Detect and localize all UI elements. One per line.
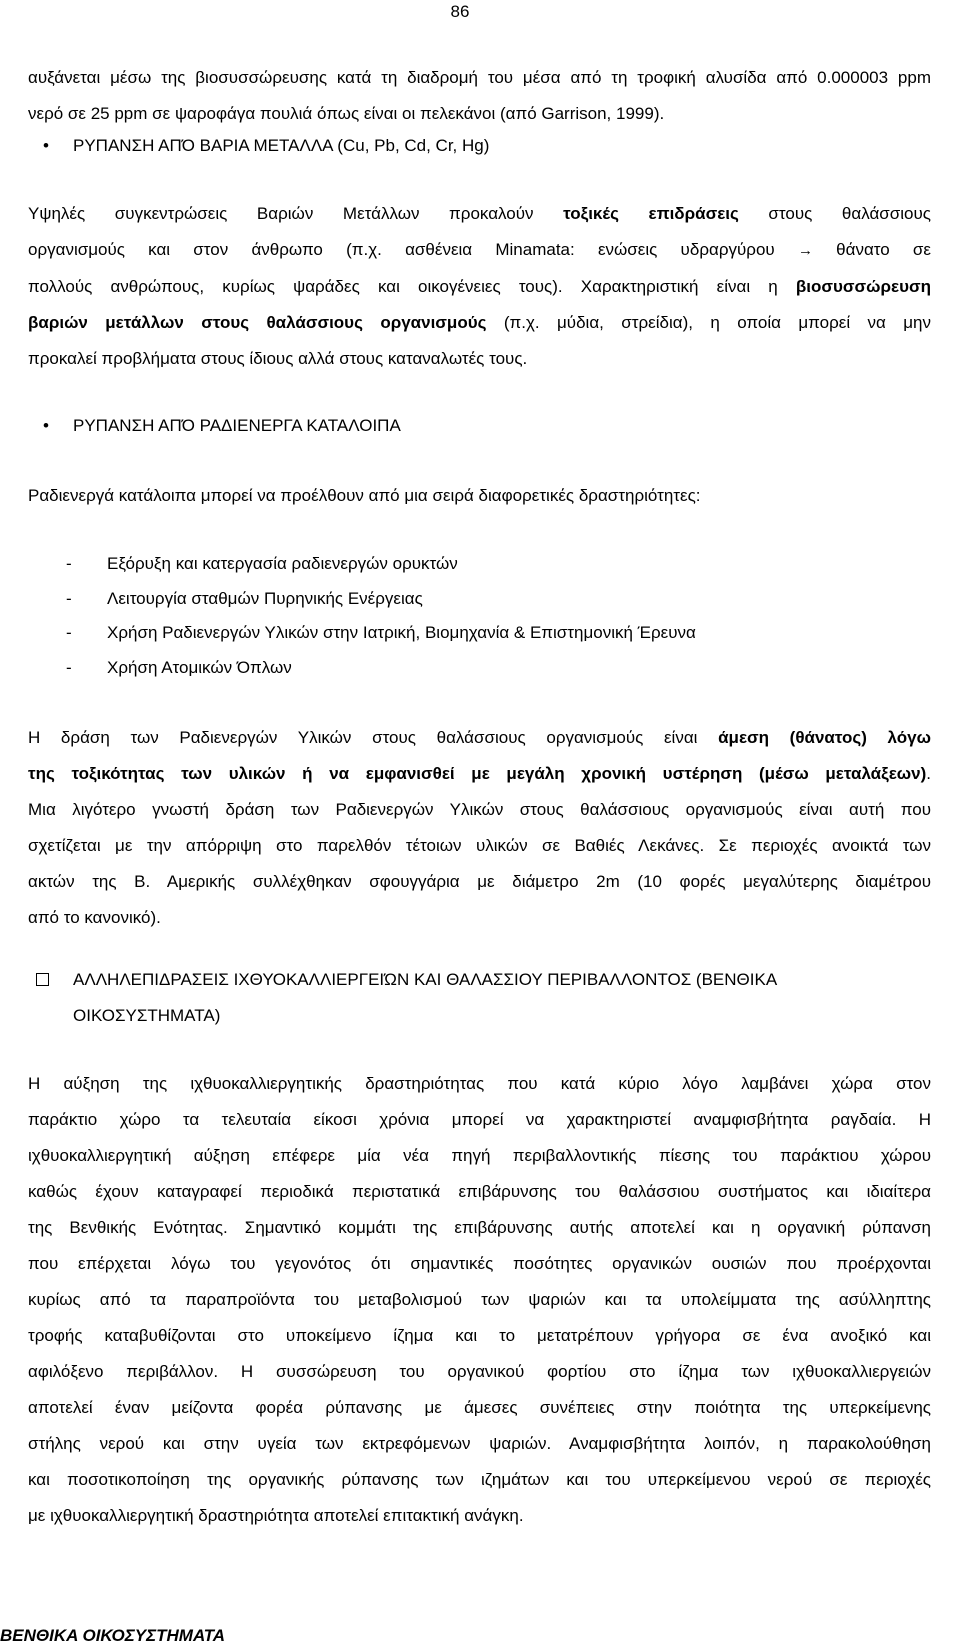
text-line: σχετίζεται με την απόρριψη στο παρελθόν τέτοιων υλικών σε Βαθιές Λεκάνες. Σε περιοχές ανοικτά των bbox=[28, 836, 931, 855]
paragraph-radioactive-effects bbox=[28, 720, 931, 936]
text-line: της Βενθικής Ενότητας. Σημαντικό κομμάτι της επιβάρυνσης αυτής αποτελεί και η οργανική ρύπανση bbox=[28, 1218, 931, 1237]
bullet-heavy-metals-text: ΡΥΠΑΝΣΗ ΑΠΌ ΒΑΡΙΑ ΜΕΤΑΛΛΑ (Cu, Pb, Cd, Cr, Hg) bbox=[73, 136, 490, 155]
text-line: Υψηλές συγκεντρώσεις Βαριών Μετάλλων προκαλούν τοξικές επιδράσεις στους θαλάσσιους bbox=[28, 204, 931, 223]
text-line: και ποσοτικοποίηση της οργανικής ρύπανσης των ιζημάτων και του υπερκείμενου νερού σε περιοχές bbox=[28, 1470, 931, 1489]
paragraph-radioactive-sources bbox=[28, 478, 931, 514]
text-line: με ιχθυοκαλλιεργητική δραστηριότητα αποτελεί επιτακτική ανάγκη. bbox=[28, 1506, 524, 1525]
list-item: - Εξόρυξη και κατεργασία ραδιενεργών ορυκτών bbox=[66, 554, 458, 573]
text-line: αποτελεί έναν μείζοντα φορέα ρύπανσης με άμεσες συνέπειες στην ποιότητα της υπερκείμενης bbox=[28, 1398, 931, 1417]
footer-heading-benthic: ΒΕΝΘΙΚΑ ΟΙΚΟΣΥΣΤΗΜΑΤΑ bbox=[0, 1626, 226, 1645]
text-line: Η δράση των Ραδιενεργών Υλικών στους θαλάσσιους οργανισμούς είναι άμεση (θάνατος) λόγω bbox=[28, 728, 931, 747]
text-line: ιχθυοκαλλιεργητική αύξηση επέφερε μία νέα πηγή περιβαλλοντικής πίεσης του παράκτιου χώρου bbox=[28, 1146, 931, 1165]
text-line: στήλης νερού και στην υγεία των εκτρεφόμενων ψαριών. Αναμφισβήτητα λοιπόν, η παρακολούθηση bbox=[28, 1434, 931, 1453]
paragraph-biomagnification bbox=[28, 60, 931, 132]
text-line: αυξάνεται μέσω της βιοσυσσώρευσης κατά τη διαδρομή του μέσα από τη τροφική αλυσίδα από 0.000003 ppm bbox=[28, 68, 931, 87]
list-item: - Χρήση Ατομικών Όπλων bbox=[66, 657, 292, 677]
text-line: τροφής καταβυθίζονται στο υποκείμενο ίζημα και το μετατρέπουν γρήγορα σε ένα ανοξικό και bbox=[28, 1326, 931, 1345]
text-line: ακτών της Β. Αμερικής συλλέχθηκαν σφουγγάρια με διάμετρο 2m (10 φορές μεγαλύτερης διαμέτρου bbox=[28, 872, 931, 891]
text-line: που επέρχεται λόγω του γεγονότος ότι σημαντικές ποσότητες οργανικών ουσιών που προέρχονται bbox=[28, 1254, 931, 1273]
text-line: καθώς έχουν καταγραφεί περιοδικά περιστατικά επιβάρυνσης του θαλάσσιου συστήματος και ιδιαίτερα bbox=[28, 1182, 931, 1201]
activities-list bbox=[66, 547, 906, 685]
bullet-icon: • bbox=[43, 136, 49, 155]
text-line: βαριών μετάλλων στους θαλάσσιους οργανισμούς (π.χ. μύδια, στρείδια), η οποία μπορεί να μην bbox=[28, 313, 931, 332]
text-line: από το κανονικό). bbox=[28, 908, 161, 927]
list-item: - Χρήση Ραδιενεργών Υλικών στην Ιατρική, Βιομηχανία & Επιστημονική Έρευνα bbox=[66, 623, 696, 642]
text-line: πολλούς ανθρώπους, κυρίως ψαράδες και οικογένειες τους). Χαρακτηριστική είναι η βιοσυσσώρευση bbox=[28, 277, 931, 296]
page-number: 86 bbox=[450, 2, 470, 21]
text-line: νερό σε 25 ppm σε ψαροφάγα πουλιά όπως είναι οι πελεκάνοι (από Garrison, 1999). bbox=[28, 104, 665, 123]
bullet-radioactive-text: ΡΥΠΑΝΣΗ ΑΠΌ ΡΑΔΙΕΝΕΡΓΑ ΚΑΤΑΛΟΙΠΑ bbox=[73, 416, 401, 435]
paragraph-heavy-metals bbox=[28, 196, 931, 377]
text-line: παράκτιο χώρο τα τελευταία είκοσι χρόνια μπορεί να χαρακτηριστεί αναμφισβήτητα ραγδαία. Η bbox=[28, 1110, 931, 1129]
text-line: οργανισμούς και στον άνθρωπο (π.χ. ασθένεια Minamata: ενώσεις υδραργύρου → θάνατο σε bbox=[28, 240, 931, 259]
text-line: προκαλεί προβλήματα στους ίδιους αλλά στους καταναλωτές τους. bbox=[28, 349, 528, 368]
bullet-icon: • bbox=[43, 416, 49, 435]
text-line: Η αύξηση της ιχθυοκαλλιεργητικής δραστηριότητας που κατά κύριο λόγο λαμβάνει χώρα στον bbox=[28, 1074, 931, 1093]
section-heading-text: ΑΛΛΗΛΕΠΙΔΡΑΣΕΙΣ ΙΧΘΥΟΚΑΛΛΙΕΡΓΕΙΏΝ ΚΑΙ ΘΑΛΑΣΣΙΟΥ ΠΕΡΙΒΑΛΛΟΝΤΟΣ (ΒΕΝΘΙΚΑ ΟΙΚΟΣΥΣΤΗΜΑΤΑ) bbox=[73, 970, 778, 1025]
list-item: - Λειτουργία σταθμών Πυρηνικής Ενέργειας bbox=[66, 588, 423, 608]
square-bullet-icon bbox=[36, 973, 49, 986]
text-line: κυρίως από τα παραπροϊόντα του μεταβολισμού των ψαριών και τα υπολείμματα της ασύλληπτης bbox=[28, 1290, 931, 1309]
text-line: αφιλόξενο περιβάλλον. Η συσσώρευση του οργανικού φορτίου στο ίζημα των ιχθυοκαλλιεργειών bbox=[28, 1362, 931, 1381]
text-line: Μια λιγότερο γνωστή δράση των Ραδιενεργών Υλικών στους θαλάσσιους οργανισμούς είναι αυτή που bbox=[28, 800, 931, 819]
text-line: της τοξικότητας των υλικών ή να εμφανισθεί με μεγάλη χρονική υστέρηση (μέσω μεταλάξεων). bbox=[28, 764, 931, 783]
paragraph-aquaculture bbox=[28, 1066, 931, 1534]
text-line: Ραδιενεργά κατάλοιπα μπορεί να προέλθουν από μια σειρά διαφορετικές δραστηριότητες: bbox=[28, 486, 701, 505]
arrow-right-icon: → bbox=[797, 242, 813, 259]
